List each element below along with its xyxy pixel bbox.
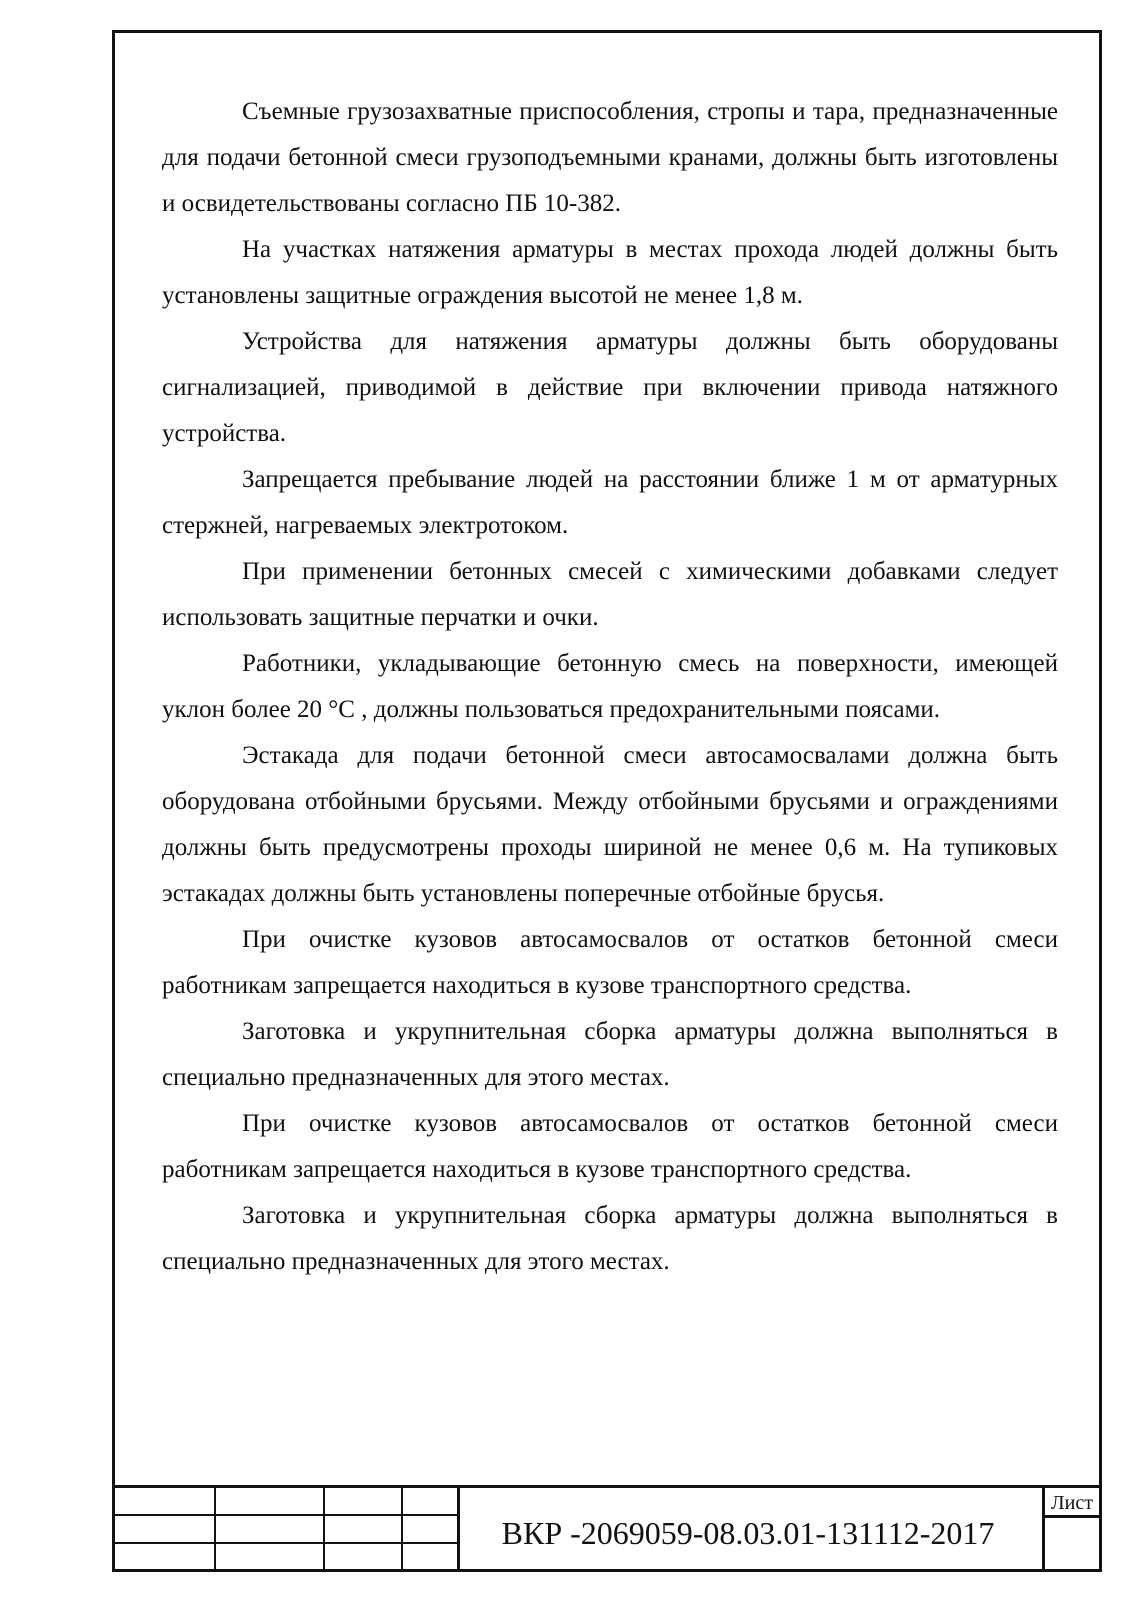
revision-grid-line bbox=[323, 1485, 325, 1572]
revision-grid-line bbox=[112, 1514, 458, 1516]
paragraph: Заготовка и укрупнительная сборка арматуры должна выполняться в специально предназначенных для этого местах. bbox=[162, 1018, 1058, 1091]
paragraph: При очистке кузовов автосамосвалов от остатков бетонной смеси работникам запрещается находиться в кузове транспортного средства. bbox=[162, 926, 1058, 999]
revision-grid-line bbox=[214, 1485, 216, 1572]
document-code: ВКР -2069059-08.03.01-131112-2017 bbox=[501, 1515, 995, 1551]
paragraph: Устройства для натяжения арматуры должны быть оборудованы сигнализацией, приводимой в действие при включении привода натяжного устройства. bbox=[162, 328, 1058, 447]
paragraph: Эстакада для подачи бетонной смеси автосамосвалами должна быть оборудована отбойными брусьями. Между отбойными брусьями и ограждениями должны быть предусмотрены проходы шириной не менее 0,6 м. На тупиковых эстакадах должны быть установлены поперечные отбойные брусья. bbox=[162, 742, 1058, 907]
paragraph: Работники, укладывающие бетонную смесь на поверхности, имеющей уклон более 20 °С , должны пользоваться предохранительными поясами. bbox=[162, 650, 1058, 723]
sheet-label: Лист bbox=[1051, 1492, 1093, 1514]
revision-grid-line bbox=[401, 1485, 403, 1572]
paragraph: На участках натяжения арматуры в местах прохода людей должны быть установлены защитные ограждения высотой не менее 1,8 м. bbox=[162, 236, 1058, 309]
revision-grid-line bbox=[112, 1542, 458, 1544]
document-body bbox=[162, 89, 1058, 1285]
paragraph: При применении бетонных смесей с химическими добавками следует использовать защитные перчатки и очки. bbox=[162, 558, 1058, 631]
paragraph: Заготовка и укрупнительная сборка арматуры должна выполняться в специально предназначенных для этого местах. bbox=[162, 1202, 1058, 1275]
title-block-top-line bbox=[112, 1485, 1102, 1488]
paragraph: Съемные грузозахватные приспособления, стропы и тара, предназначенные для подачи бетонной смеси грузоподъемными кранами, должны быть изготовлены и освидетельствованы согласно ПБ 10-382. bbox=[162, 98, 1058, 217]
paragraph: Запрещается пребывание людей на расстоянии ближе 1 м от арматурных стержней, нагреваемых электротоком. bbox=[162, 466, 1058, 539]
paragraph: При очистке кузовов автосамосвалов от остатков бетонной смеси работникам запрещается находиться в кузове транспортного средства. bbox=[162, 1110, 1058, 1183]
